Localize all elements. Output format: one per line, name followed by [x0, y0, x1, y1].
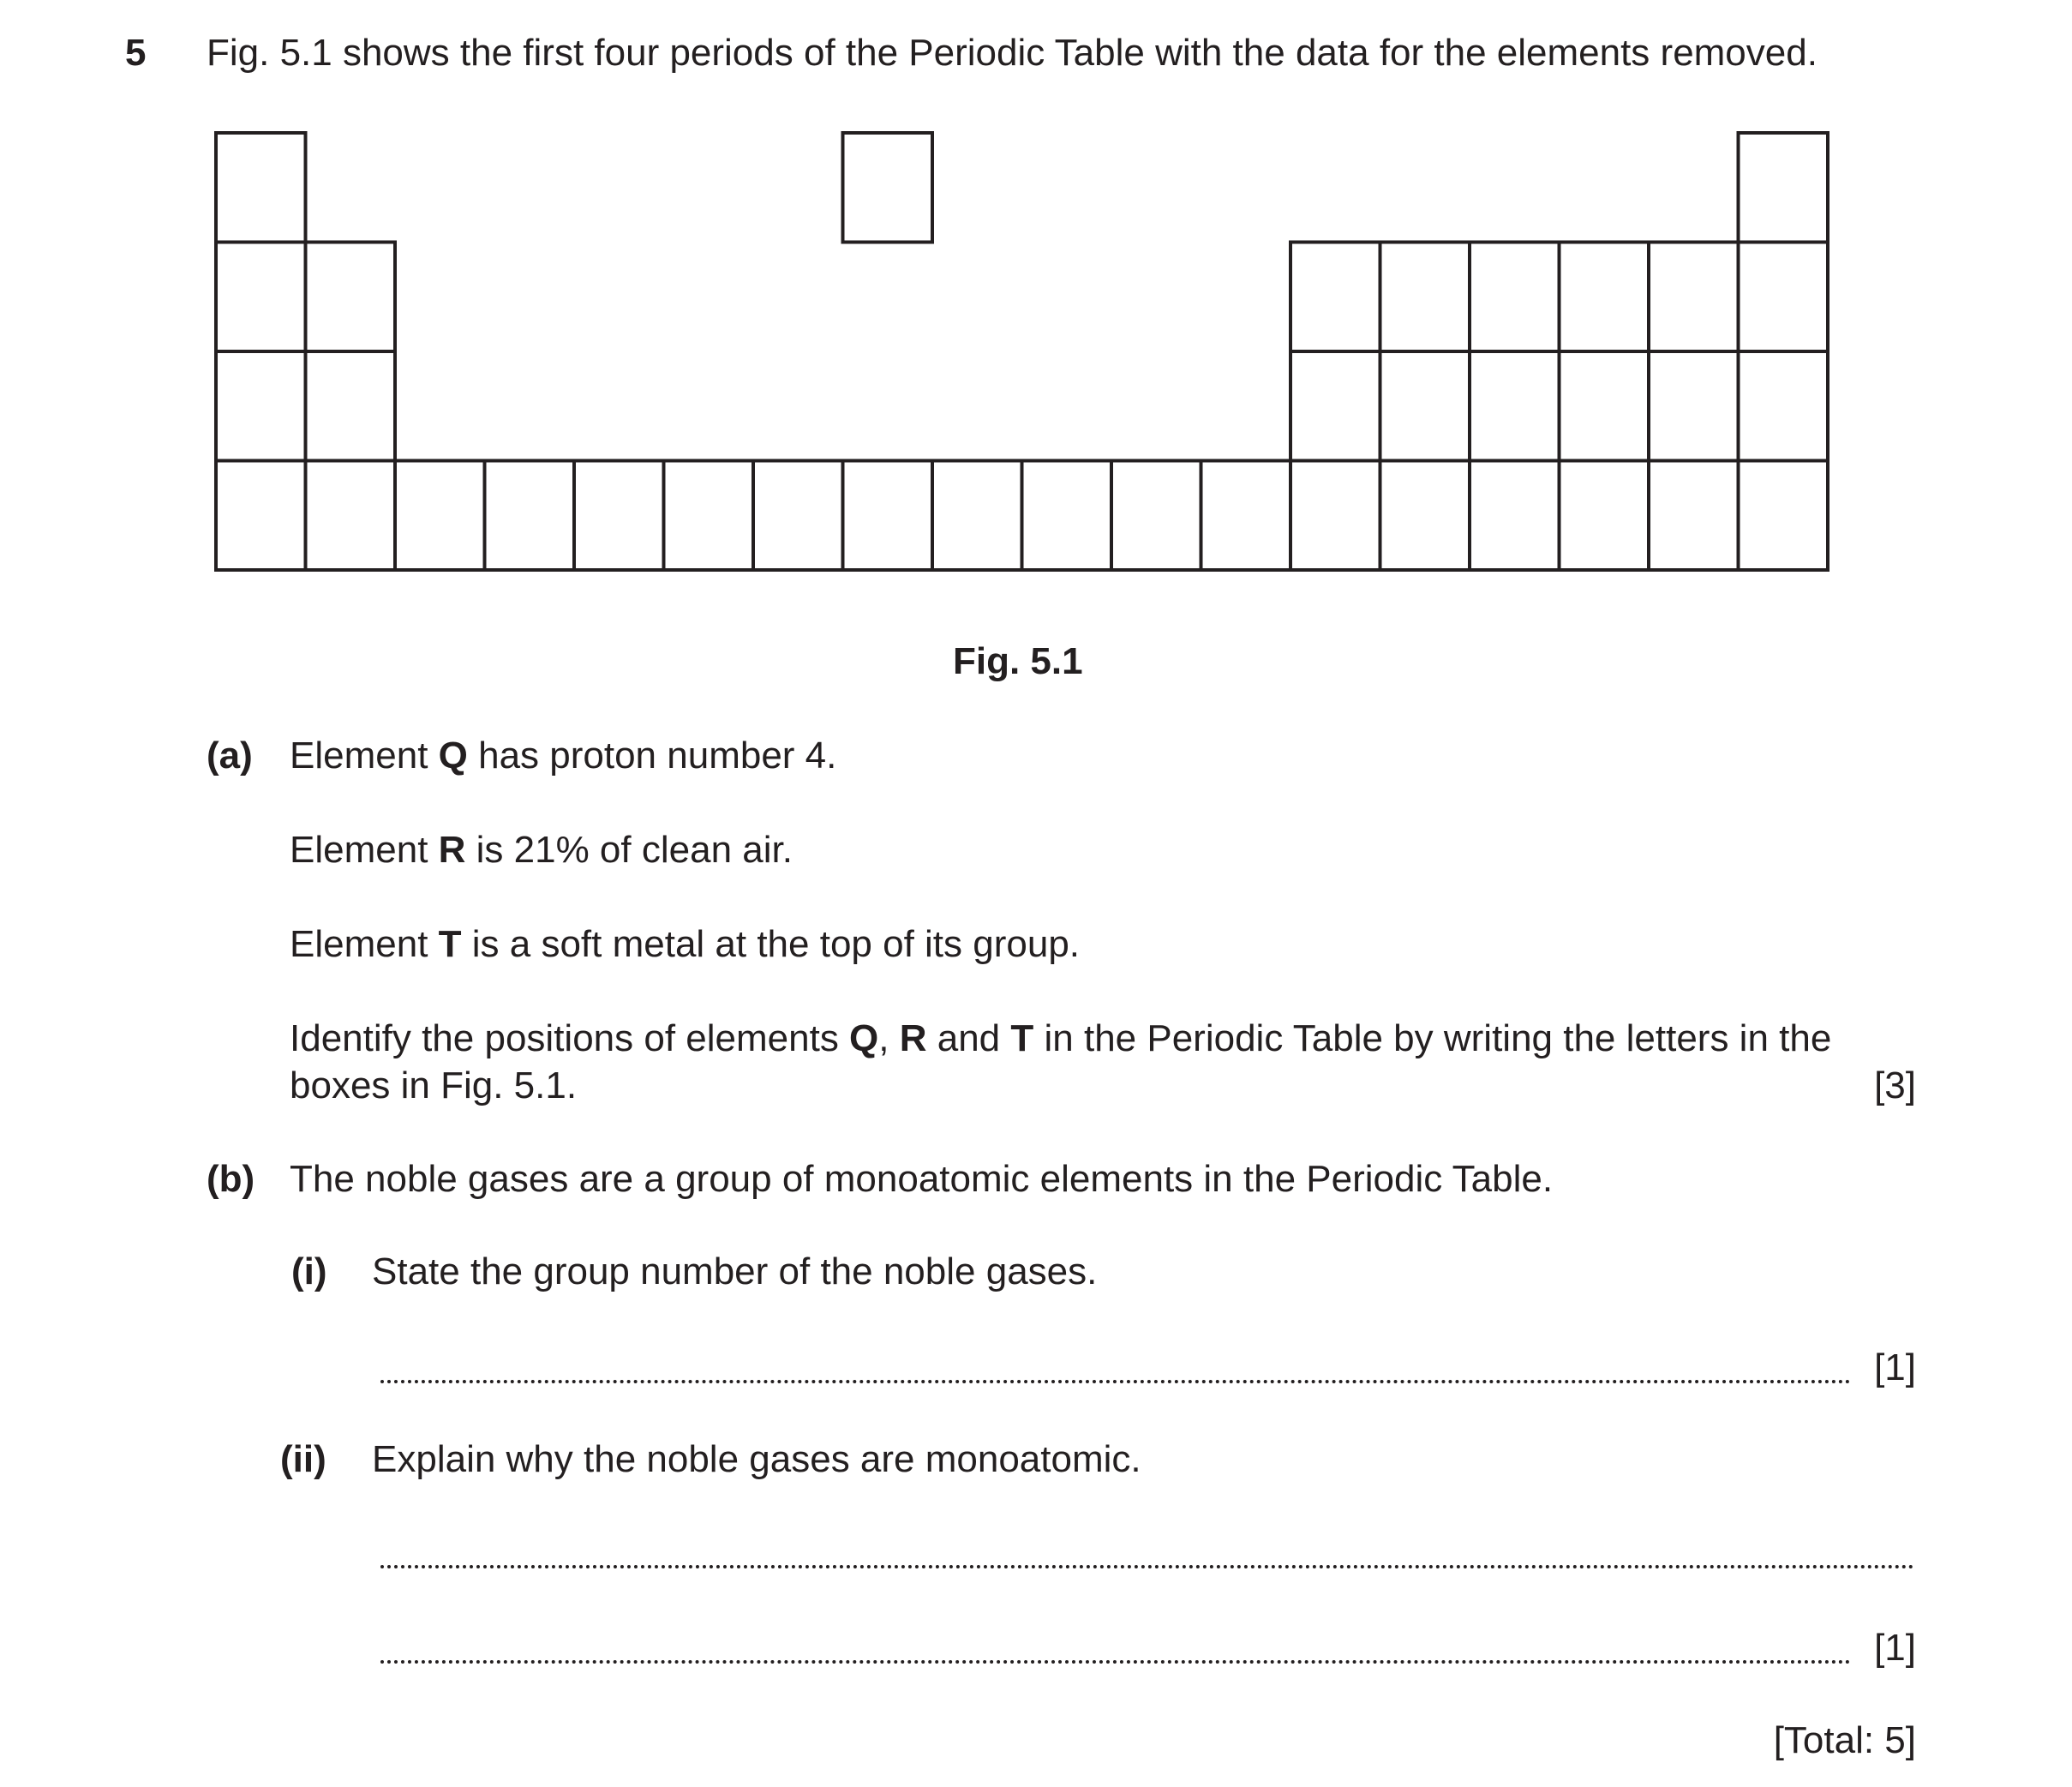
- element-box-period4-group6[interactable]: [664, 461, 754, 571]
- part-b-i-question: State the group number of the noble gases.: [372, 1250, 1098, 1292]
- part-a-instruction-line2: boxes in Fig. 5.1.: [290, 1064, 578, 1106]
- instr-pre: Identify the positions of elements: [290, 1017, 850, 1059]
- element-box-period4-group12[interactable]: [1201, 461, 1291, 571]
- element-box-period2-group1[interactable]: [216, 243, 306, 352]
- element-box-period4-group13[interactable]: [1291, 461, 1380, 571]
- element-box-period2-group17[interactable]: [1649, 243, 1739, 352]
- element-box-period1-group18[interactable]: [1739, 133, 1829, 243]
- part-a-element-r: [290, 828, 793, 873]
- part-a-element-q: [290, 734, 836, 778]
- element-box-period3-group17[interactable]: [1649, 351, 1739, 461]
- element-box-period2-group13[interactable]: [1291, 243, 1380, 352]
- element-box-period3-group2[interactable]: [306, 351, 396, 461]
- element-box-period4-group2[interactable]: [306, 461, 396, 571]
- element-box-period4-group11[interactable]: [1111, 461, 1201, 571]
- q-pre: Element: [290, 735, 439, 777]
- r-letter: R: [438, 829, 466, 871]
- part-b-i-marks: [1]: [1874, 1346, 1916, 1388]
- instr-post: in the Periodic Table by writing the letters in the: [1033, 1017, 1832, 1059]
- t-letter: T: [438, 923, 462, 965]
- element-box-period4-group5[interactable]: [574, 461, 664, 571]
- element-box-period3-group1[interactable]: [216, 351, 306, 461]
- element-box-period4-group1[interactable]: [216, 461, 306, 571]
- t-post: is a soft metal at the top of its group.: [461, 923, 1081, 965]
- part-b-i-answer-line[interactable]: [380, 1380, 1851, 1383]
- instr-comma: ,: [878, 1017, 900, 1059]
- element-box-period4-group14[interactable]: [1380, 461, 1470, 571]
- element-box-period2-group2[interactable]: [306, 243, 396, 352]
- part-a-marks: [3]: [1874, 1064, 1916, 1106]
- element-box-period4-group18[interactable]: [1739, 461, 1829, 571]
- element-box-period4-group3[interactable]: [395, 461, 485, 571]
- part-b-i-label: (i): [291, 1250, 327, 1292]
- r-pre: Element: [290, 829, 439, 871]
- question-total: [Total: 5]: [1773, 1719, 1916, 1761]
- part-b-label: (b): [207, 1158, 255, 1200]
- element-box-period4-group15[interactable]: [1470, 461, 1560, 571]
- element-box-period3-group16[interactable]: [1560, 351, 1650, 461]
- part-b-stem: The noble gases are a group of monoatomic elements in the Periodic Table.: [290, 1158, 1554, 1200]
- part-b-ii-answer-line-1[interactable]: [380, 1565, 1914, 1568]
- question-intro: Fig. 5.1 shows the first four periods of the Periodic Table with the data for the elements removed.: [207, 32, 1817, 74]
- element-box-period4-group9[interactable]: [932, 461, 1022, 571]
- instr-r: R: [899, 1017, 927, 1059]
- instr-and: and: [926, 1017, 1011, 1059]
- element-box-period4-group7[interactable]: [753, 461, 843, 571]
- element-box-period1-group1[interactable]: [216, 133, 306, 243]
- part-b-ii-answer-line-2[interactable]: [380, 1660, 1851, 1664]
- part-a-instruction-line1: [290, 1016, 1831, 1061]
- periodic-table-figure: [0, 0, 2072, 617]
- element-box-period3-group14[interactable]: [1380, 351, 1470, 461]
- element-box-period4-group4[interactable]: [485, 461, 575, 571]
- part-b-ii-question: Explain why the noble gases are monoatomic.: [372, 1438, 1141, 1480]
- element-box-period3-group15[interactable]: [1470, 351, 1560, 461]
- element-box-period4-group16[interactable]: [1560, 461, 1650, 571]
- figure-caption: Fig. 5.1: [953, 640, 1083, 682]
- question-number: 5: [125, 32, 147, 74]
- t-pre: Element: [290, 923, 439, 965]
- element-box-hydrogen[interactable]: [843, 133, 933, 243]
- part-b-ii-label: (ii): [280, 1438, 326, 1480]
- element-box-period2-group15[interactable]: [1470, 243, 1560, 352]
- element-box-period2-group18[interactable]: [1739, 243, 1829, 352]
- element-box-period4-group8[interactable]: [843, 461, 933, 571]
- part-a-element-t: [290, 922, 1080, 967]
- instr-q: Q: [849, 1017, 879, 1059]
- element-box-period3-group13[interactable]: [1291, 351, 1380, 461]
- element-box-period4-group17[interactable]: [1649, 461, 1739, 571]
- element-box-period4-group10[interactable]: [1022, 461, 1112, 571]
- q-post: has proton number 4.: [467, 735, 837, 777]
- element-box-period2-group16[interactable]: [1560, 243, 1650, 352]
- element-box-period3-group18[interactable]: [1739, 351, 1829, 461]
- r-post: is 21% of clean air.: [465, 829, 793, 871]
- instr-t: T: [1010, 1017, 1034, 1059]
- element-box-period2-group14[interactable]: [1380, 243, 1470, 352]
- q-letter: Q: [438, 735, 468, 777]
- part-b-ii-marks: [1]: [1874, 1627, 1916, 1669]
- part-a-label: (a): [207, 735, 253, 777]
